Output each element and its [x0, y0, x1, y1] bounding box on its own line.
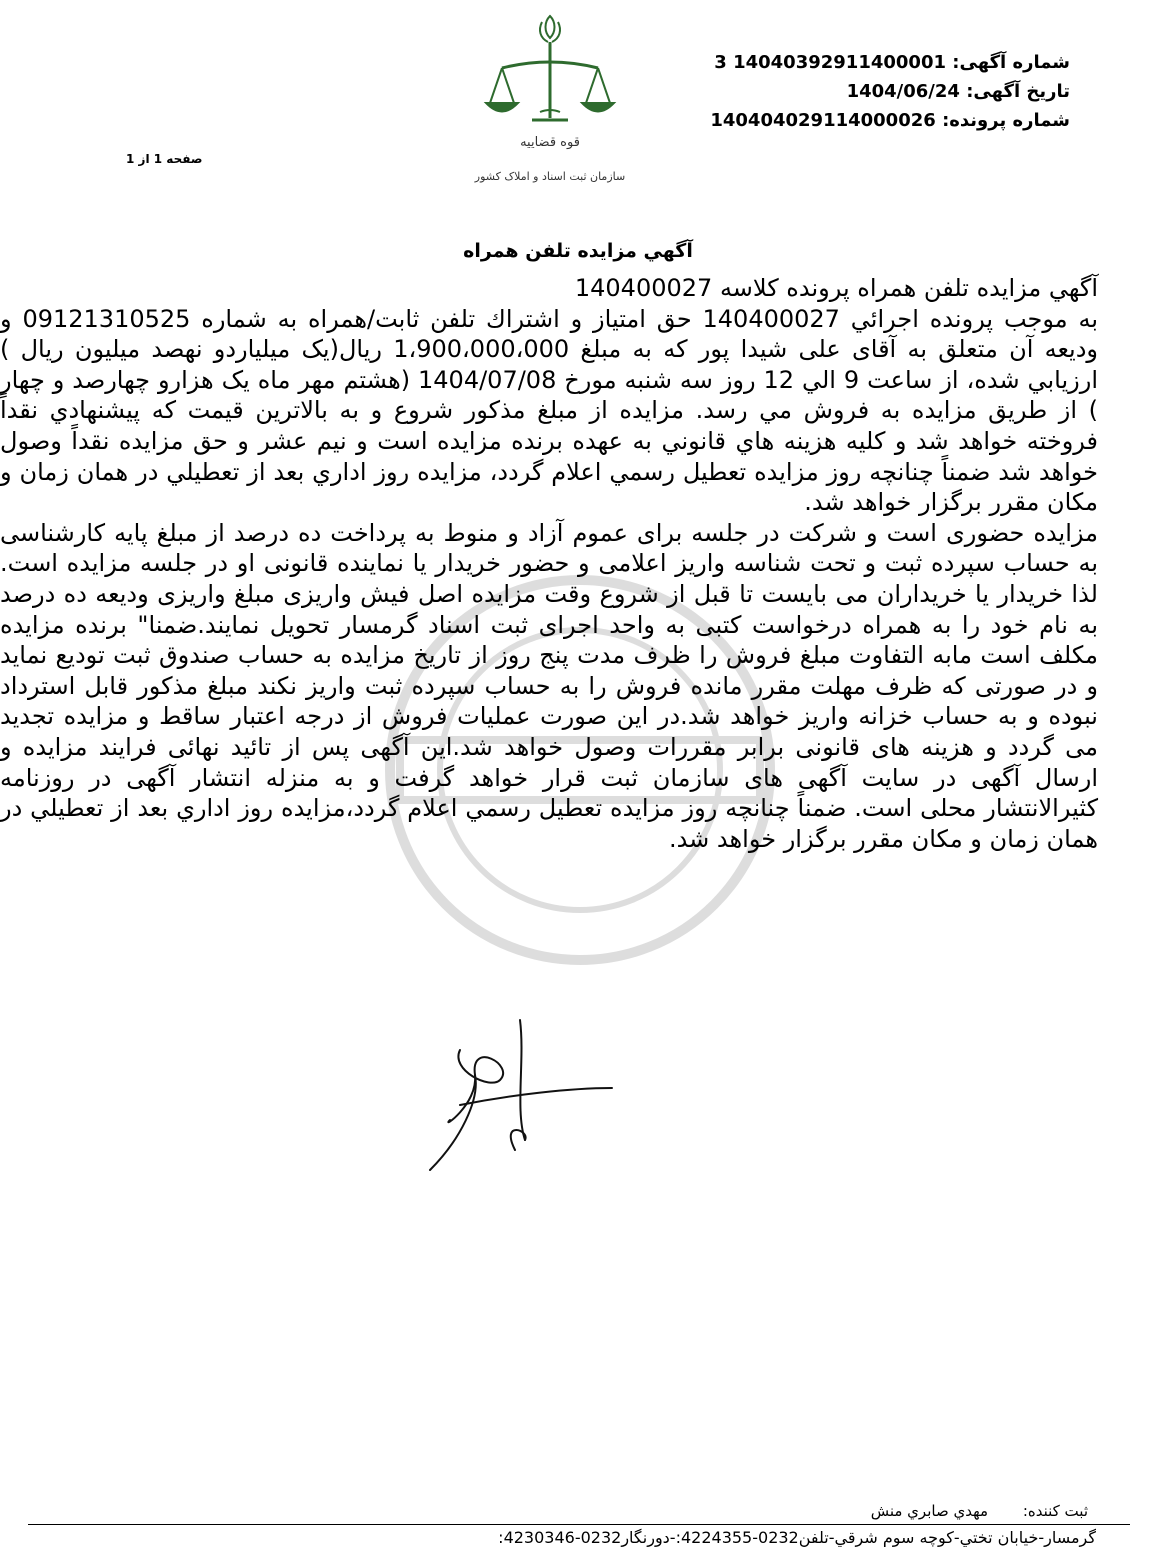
judiciary-emblem-logo: [470, 8, 630, 193]
ad-number-row: [710, 48, 1070, 77]
case-number-value: 140404029114000026: [710, 110, 936, 131]
notice-paragraph-1: به موجب پرونده اجرائي 140400027 حق امتياز و اشتراك تلفن ثابت/همراه به شماره 09121310525 و وديعه آن متعلق به آقای علی شیدا پور که به مبلغ 1،900،000،000 ريال(یک میلیاردو نهصد میلیون ريال ) ارزيابي شده، از ساعت 9 الي 12 روز سه شنبه مورخ 1404/07/08 (هشتم مهر ماه يک هزارو چهارصد و چهار ) از طريق مزايده به فروش مي رسد. مزايده از مبلغ مذكور شروع و به بالاترين قيمت كه پيشنهادي نقداً فروخته خواهد شد و كليه هزينه هاي قانوني به عهده برنده مزايده است و نيم عشر و حق مزايده نقداً وصول خواهد شد ضمناً چنانچه روز مزايده تعطيل رسمي اعلام گردد، مزايده روز اداري بعد از تعطيلي در همان زمان و مكان مقرر برگزار خواهد شد.: [0, 304, 1099, 517]
ad-date-row: [710, 77, 1070, 106]
ad-date-label: تاریخ آگهی:: [966, 81, 1070, 102]
case-number-label: شماره پرونده:: [942, 110, 1070, 131]
footer-divider: [28, 1524, 1130, 1525]
notice-paragraph-2: مزایده حضوری است و شرکت در جلسه برای عموم آزاد و منوط به پرداخت ده درصد از مبلغ پایه کارشناسی به حساب سپرده ثبت و تحت شناسه واریز اعلامی و حضور خریدار یا نماینده قانونی او در جلسه مزایده است. لذا خریدار یا خریداران می بایست تا قبل از شروع وقت مزایده اصل فیش واریزی مبلغ واریزی ودیعه ده درصد به نام خود را به همراه درخواست کتبی به واحد اجرای ثبت اسناد گرمسار تحویل نمایند.ضمنا" برنده مزایده مکلف است مابه التفاوت مبلغ فروش را ظرف مدت پنج روز از تاریخ مزایده به حساب صندوق ثبت تودیع نماید و در صورتی که ظرف مهلت مقرر مانده فروش را به حساب سپرده ثبت واریز نکند مبلغ مذکور قابل استرداد نبوده و به حساب خزانه واریز خواهد شد.در این صورت عملیات فروش از درجه اعتبار ساقط و مزایده تجدید می گردد و هزینه های قانونی برابر مقررات وصول خواهد شد.این آگهی پس از تائید نهائی فرایند مزایده و ارسال آگهی در سایت آگهی های سازمان ثبت قرار خواهد گرفت و به منزله انتشار آگهی در روزنامه کثیرالانتشار محلی است. ضمناً چنانچه روز مزايده تعطيل رسمي اعلام گردد،مزايده روز اداري بعد از تعطيلي در همان زمان و مكان مقرر برگزار خواهد شد.: [0, 518, 1098, 853]
registrar-label: ثبت کننده:: [1022, 1502, 1088, 1520]
emblem-org-line1: قوه قضاییه: [520, 135, 580, 150]
signature-icon: [420, 1010, 630, 1180]
notice-lead-line: آگهي مزايده تلفن همراه پرونده كلاسه 140400027: [574, 274, 1098, 302]
case-number-row: [710, 106, 1070, 135]
ad-number-label: شماره آگهی:: [952, 52, 1070, 73]
page-title: آگهي مزايده تلفن همراه: [463, 240, 693, 262]
notice-body: [0, 273, 1098, 854]
registrar-line: [871, 1502, 1088, 1520]
ad-number-value: 14040392911400001 3: [714, 52, 946, 73]
office-address: گرمسار-خيابان تختي-كوچه سوم شرقي-تلفن0232-4224355:-دورنگار0232-4230346:: [498, 1528, 1096, 1547]
registrar-name: مهدي صابري منش: [870, 1502, 989, 1520]
page-indicator: صفحه 1 از 1: [126, 152, 203, 166]
notice-meta: [710, 48, 1070, 135]
ad-date-value: 1404/06/24: [846, 81, 960, 102]
emblem-org-line2: سازمان ثبت اسناد و املاک کشور: [474, 170, 626, 183]
